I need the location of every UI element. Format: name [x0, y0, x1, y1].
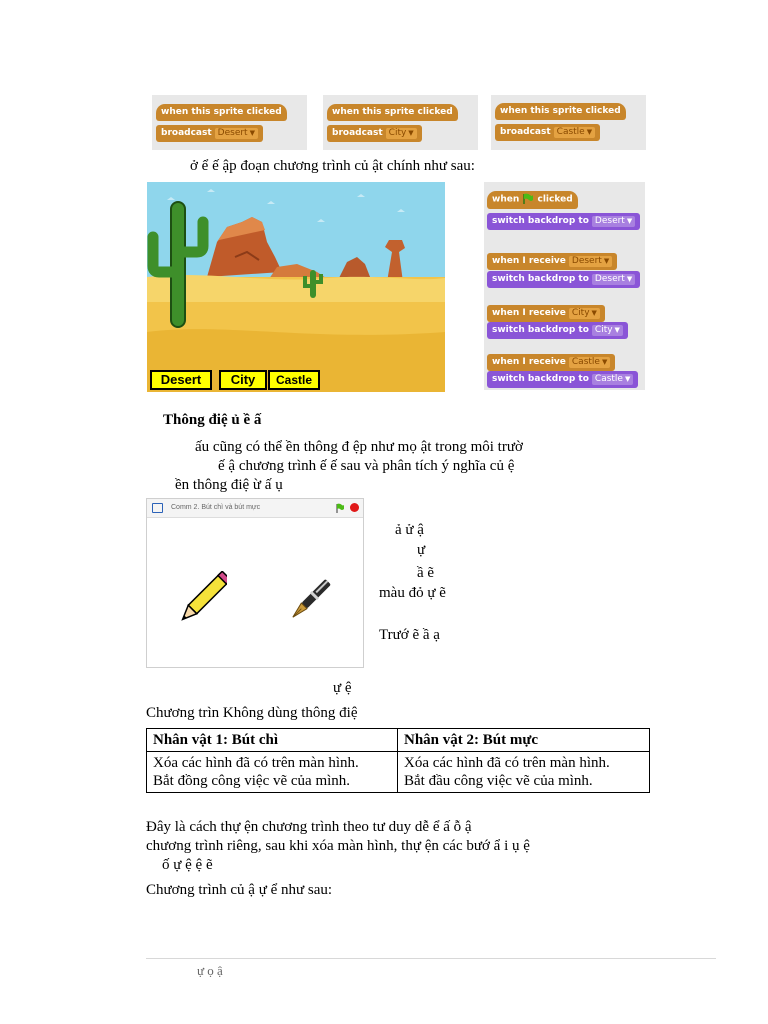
broadcast-label: broadcast [500, 127, 551, 137]
green-flag-icon[interactable] [335, 503, 345, 513]
footer-divider [146, 958, 716, 959]
receive-value: City ▼ [569, 308, 600, 319]
desert-stage-image [147, 182, 445, 392]
dropdown-arrow-icon: ▼ [586, 128, 593, 136]
backdrop-value: City ▼ [592, 325, 623, 336]
paragraph-2-line-3: ố ự ệ ệ ẽ [162, 857, 213, 873]
hat-block: when this sprite clicked [495, 103, 626, 120]
block-panel-castle [491, 95, 646, 150]
hat-block: when this sprite clicked [156, 104, 287, 121]
switch-backdrop-block-city: switch backdrop to City ▼ [487, 322, 628, 339]
paragraph-2-line-1: Đây là cách thự ện chương trình theo tư duy dễ ể ấ ỗ ậ [146, 819, 472, 835]
dropdown-arrow-icon: ▼ [626, 275, 633, 283]
backdrop-scripts-panel [484, 182, 645, 390]
middle-line: ự ệ [333, 680, 352, 696]
table-cell [398, 752, 650, 793]
broadcast-label: broadcast [161, 128, 212, 138]
comparison-table [146, 728, 650, 793]
table-header-row [147, 729, 650, 752]
stop-icon[interactable] [350, 503, 359, 512]
receive-block-castle: when I receive Castle ▼ [487, 354, 615, 371]
switch-backdrop-block: switch backdrop to Desert ▼ [487, 213, 640, 230]
broadcast-value: Castle ▼ [554, 127, 595, 138]
cell-line: Xóa các hình đã có trên màn hình. [153, 755, 359, 771]
dropdown-arrow-icon: ▼ [601, 358, 608, 366]
receive-value: Castle ▼ [569, 357, 610, 368]
cell-line: Bắt đầu công việc vẽ của mình. [404, 773, 593, 789]
dropdown-arrow-icon: ▼ [603, 257, 610, 265]
receive-value: Desert ▼ [569, 256, 612, 267]
fullscreen-icon[interactable] [152, 503, 163, 513]
stage-button-castle[interactable]: Castle [268, 370, 320, 390]
program-line: Chương trìn Không dùng thông điệ [146, 705, 358, 721]
table-cell [147, 752, 398, 793]
switch-backdrop-block-desert: switch backdrop to Desert ▼ [487, 271, 640, 288]
table-header: Nhân vật 2: Bút mực [398, 729, 650, 752]
stage-titlebar [147, 499, 363, 518]
dropdown-arrow-icon: ▼ [591, 309, 597, 317]
side-text-5: Trướ ẽ ầ ạ [379, 627, 440, 643]
side-text-3: ầ ẽ [417, 565, 435, 581]
backdrop-value: Castle ▼ [592, 374, 633, 385]
section-heading: Thông điệ ủ ề ấ [163, 412, 262, 428]
flag-hat-block: when clicked [487, 191, 578, 209]
green-flag-icon [522, 193, 534, 205]
cell-line: Bắt đồng công việc vẽ của mình. [153, 773, 351, 789]
receive-block-desert: when I receive Desert ▼ [487, 253, 617, 270]
paragraph-3: Chương trình củ ậ ự ể như sau: [146, 882, 333, 898]
stage-title: Comm 2. Bút chì và bút mực [171, 504, 261, 511]
paragraph-1-line-2: ế ậ chương trình ế ế sau và phân tích ý nghĩa củ ệ [218, 458, 515, 474]
paragraph-1-line-3: ền thông điệ ừ ấ ụ [175, 477, 283, 493]
broadcast-block [495, 124, 600, 141]
paragraph-1-line-1: ấu cũng có thể ền thông đ ệp như mọ ật trong môi trườ [195, 439, 523, 455]
block-panel-city [323, 95, 478, 150]
block-panel-desert [152, 95, 307, 150]
intro-line: ở ể ế ập đoạn chương trình củ ật chính như sau: [190, 158, 475, 174]
dropdown-arrow-icon: ▼ [614, 326, 620, 334]
dropdown-arrow-icon: ▼ [408, 129, 414, 137]
pencil-icon [175, 571, 227, 631]
backdrop-value: Desert ▼ [592, 274, 635, 285]
broadcast-value: Desert ▼ [215, 128, 258, 139]
dropdown-arrow-icon: ▼ [249, 129, 255, 137]
side-text-1: ả ử ậ [395, 522, 424, 538]
fountain-pen-icon [281, 577, 333, 629]
switch-backdrop-block-castle: switch backdrop to Castle ▼ [487, 371, 638, 388]
receive-block-city: when I receive City ▼ [487, 305, 605, 322]
stage-button-desert[interactable]: Desert [150, 370, 212, 390]
broadcast-value: City ▼ [386, 128, 417, 139]
backdrop-value: Desert ▼ [592, 216, 635, 227]
stage-window [146, 498, 364, 668]
cell-line: Xóa các hình đã có trên màn hình. [404, 755, 610, 771]
paragraph-2-line-2: chương trình riêng, sau khi xóa màn hình, thự ện các bướ ẩ i ụ ệ [146, 838, 530, 854]
footer-text: ự ọ ậ [197, 963, 223, 978]
side-text-4: màu đỏ ự ẽ [379, 585, 446, 601]
broadcast-block [327, 125, 422, 142]
dropdown-arrow-icon: ▼ [624, 375, 631, 383]
broadcast-block [156, 125, 263, 142]
table-row [147, 752, 650, 793]
broadcast-label: broadcast [332, 128, 383, 138]
hat-block: when this sprite clicked [327, 104, 458, 121]
table-header: Nhân vật 1: Bút chì [147, 729, 398, 752]
dropdown-arrow-icon: ▼ [626, 217, 633, 225]
side-text-2: ự [417, 542, 426, 558]
stage-button-city[interactable]: City [219, 370, 267, 390]
desert-scene-illustration [147, 182, 445, 392]
